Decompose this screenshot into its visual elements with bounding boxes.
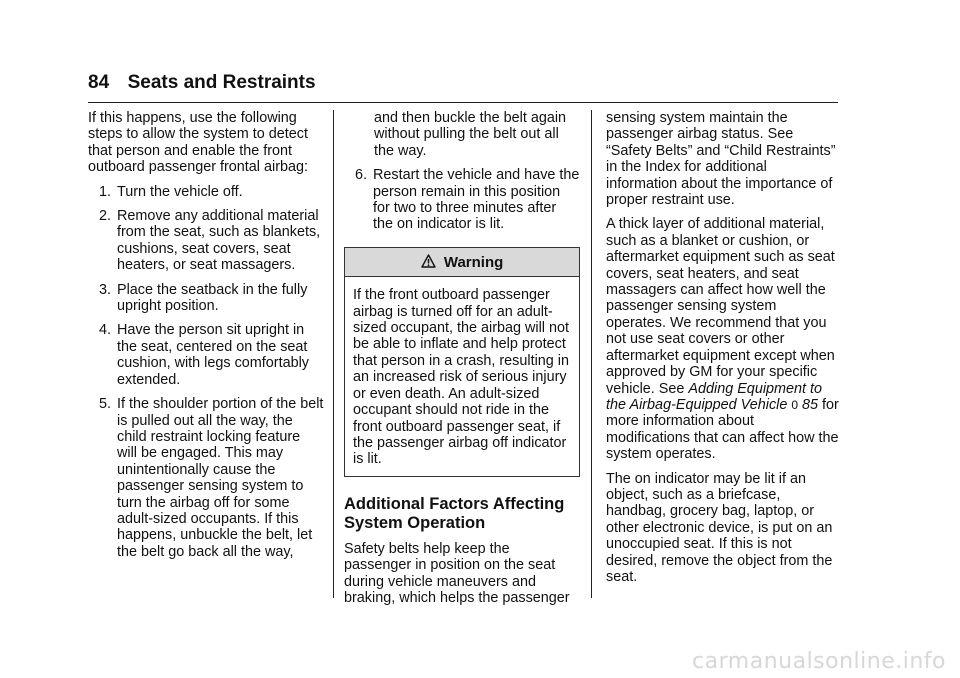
warning-box bbox=[344, 247, 580, 477]
step-number: 4. bbox=[98, 322, 111, 339]
section-title: Seats and Restraints bbox=[127, 72, 316, 93]
list-item bbox=[88, 396, 324, 560]
body-paragraph: sensing system maintain the passenger airbag status. See “Safety Belts” and “Child Restraints” in the Index for additional information about the importance of proper restraint use. bbox=[606, 110, 836, 209]
page-header bbox=[88, 72, 838, 103]
warning-title: Warning bbox=[443, 253, 504, 271]
step-number: 5. bbox=[98, 396, 111, 413]
page-number: 84 bbox=[88, 72, 110, 93]
list-item bbox=[88, 208, 324, 274]
watermark: carmanualsonline.info bbox=[692, 649, 946, 674]
warning-header bbox=[345, 248, 579, 277]
page-ref-arrow-icon: 0 bbox=[791, 397, 799, 412]
steps-list bbox=[88, 184, 324, 561]
page-ref-number[interactable]: 85 bbox=[802, 396, 819, 413]
step-text: Place the seatback in the fully upright position. bbox=[117, 281, 308, 315]
step-continuation: and then buckle the belt again without pulling the belt out all the way. bbox=[374, 110, 567, 159]
text-span: for more information about modifications that can affect how the system operates. bbox=[606, 396, 839, 463]
warning-text: If the front outboard passenger airbag is turned off for an adult-sized occupant, the airbag will not be able to inflate and help protect that person in a crash, resulting in an increased risk of serious injury or even death. An adult-sized occupant should not ride in the front outboard passenger seat, if the passenger airbag off indicator is lit. bbox=[353, 287, 569, 468]
column-2 bbox=[344, 110, 580, 614]
step-text: Turn the vehicle off. bbox=[117, 183, 243, 200]
step-number: 1. bbox=[98, 183, 111, 200]
list-item bbox=[344, 167, 580, 233]
body-paragraph bbox=[606, 216, 840, 462]
list-item bbox=[88, 322, 324, 388]
column-3 bbox=[606, 110, 840, 593]
body-paragraph: Safety belts help keep the passenger in position on the seat during vehicle maneuvers and braking, which helps the passenger bbox=[344, 540, 570, 606]
body-paragraph: The on indicator may be lit if an object, such as a briefcase, handbag, grocery bag, laptop, or other electronic device, is put on an unoccupied seat. If this is not desired, remove the object from the seat. bbox=[606, 470, 833, 585]
section-heading: Additional Factors Affecting System Operation bbox=[344, 494, 565, 532]
step-text: Remove any additional material from the seat, such as blankets, cushions, seat covers, seat heaters, or seat massagers. bbox=[117, 208, 321, 274]
step-number: 2. bbox=[98, 208, 111, 225]
warning-triangle-icon bbox=[421, 254, 436, 271]
step-text: Restart the vehicle and have the person remain in this position for two to three minutes after the on indicator is lit. bbox=[373, 167, 580, 233]
column-divider-left bbox=[333, 110, 334, 598]
intro-paragraph: If this happens, use the following steps to allow the system to detect that person and enable the front outboard passenger frontal airbag: bbox=[88, 110, 309, 176]
list-item bbox=[88, 282, 324, 315]
list-item bbox=[88, 184, 324, 200]
text-span: A thick layer of additional material, such as a blanket or cushion, or aftermarket equipment such as seat covers, seat heaters, and seat massagers can affect how well the passenger sensing system operates. We recommend that you not use seat covers or other aftermarket equipment except when approved by GM for your specific vehicle. See bbox=[606, 216, 835, 397]
step-text: If the shoulder portion of the belt is pulled out all the way, the child restraint locking feature will be engaged. This may unintentionally cause the passenger sensing system to turn the airbag off for some adult-sized occupants. If this happens, unbuckle the belt, let the belt go back all the way, bbox=[117, 396, 324, 560]
column-divider-right bbox=[591, 110, 592, 598]
step-number: 3. bbox=[98, 281, 111, 298]
step-number: 6. bbox=[354, 167, 367, 184]
cross-reference-link[interactable]: Adding Equipment to the Airbag-Equipped Vehicle bbox=[606, 380, 823, 413]
step-text: Have the person sit upright in the seat, centered on the seat cushion, with legs comfortably extended. bbox=[117, 322, 309, 388]
column-1 bbox=[88, 110, 324, 568]
